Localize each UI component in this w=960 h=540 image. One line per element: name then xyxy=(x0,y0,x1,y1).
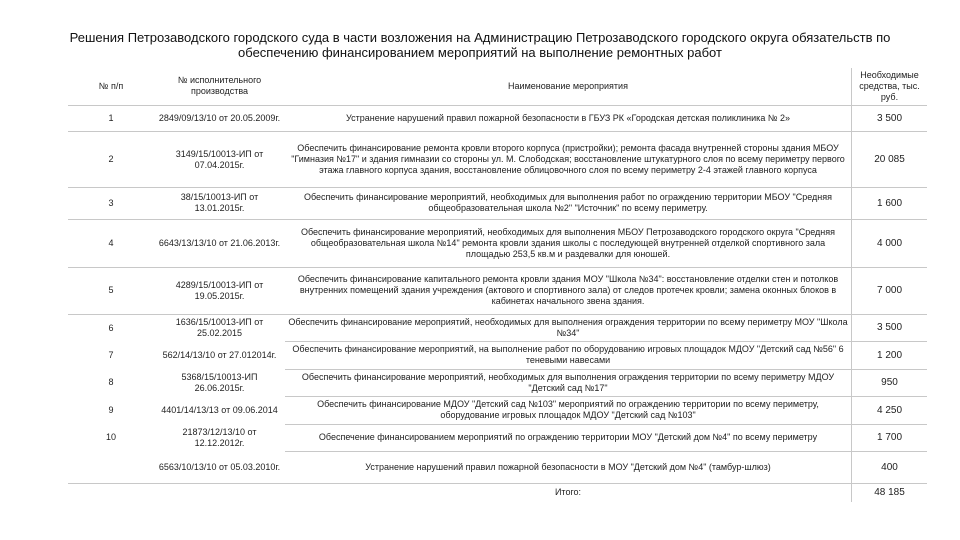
row-num: 10 xyxy=(105,432,116,443)
table-row xyxy=(68,424,927,452)
row-proceeding: 6643/13/13/10 от 21.06.2013г. xyxy=(154,219,285,267)
row-funds: 7 000 xyxy=(852,267,928,314)
row-num: 8 xyxy=(108,377,114,388)
row-num: 9 xyxy=(108,404,114,415)
row-proceeding: 4289/15/10013-ИП от 19.05.2015г. xyxy=(154,267,285,314)
row-name: Устранение нарушений правил пожарной безопасности в ГБУЗ РК «Городская детская поликлиника № 2» xyxy=(285,105,852,131)
row-proceeding: 21873/12/13/10 от 12.12.2012г. xyxy=(182,426,257,448)
table-row xyxy=(68,219,927,267)
total-label: Итого: xyxy=(285,483,852,502)
row-proceeding: 3149/15/10013-ИП от 07.04.2015г. xyxy=(154,132,285,188)
table-row xyxy=(68,188,927,220)
row-funds: 1 200 xyxy=(852,342,928,370)
row-funds: 4 000 xyxy=(852,219,928,267)
row-name: Обеспечение финансированием мероприятий по ограждению территории МОУ "Детский дом №4" по всему периметру xyxy=(285,424,852,452)
row-proceeding: 4401/14/13/13 от 09.06.2014 xyxy=(161,404,278,415)
row-name: Обеспечить финансирование мероприятий, на выполнение работ по оборудованию игровых площадок МДОУ "Детский сад №56" 6 теневыми навесами xyxy=(285,342,852,370)
row-num: 1 xyxy=(68,105,154,131)
table-row xyxy=(68,132,927,188)
table-row xyxy=(68,452,927,484)
header-name: Наименование мероприятия xyxy=(508,80,628,91)
header-funds: Необходимые средства, тыс. руб. xyxy=(852,68,928,105)
row-funds: 3 500 xyxy=(852,105,928,131)
row-proceeding: 5368/15/10013-ИП 26.06.2015г. xyxy=(181,371,258,393)
row-name: Устранение нарушений правил пожарной безопасности в МОУ "Детский дом №4" (тамбур-шлюз) xyxy=(285,452,852,484)
table-row xyxy=(68,369,927,397)
row-name: Обеспечить финансирование МДОУ "Детский сад №103" мероприятий по ограждению территории по всему периметру, оборудование игровых площадок МДОУ "Детский сад №103" xyxy=(285,397,852,425)
row-funds: 1 600 xyxy=(852,188,928,220)
row-funds: 1 700 xyxy=(852,424,928,452)
table-row xyxy=(68,267,927,314)
row-name: Обеспечить финансирование ремонта кровли второго корпуса (пристройки); ремонта фасада внутренней стороны здания МБОУ "Гимназия №17" и здания гимназии со стороны ул. М. Слободская; восстановление штукатурного слоя по всему периметру первого этажа главного корпуса здания, восстановление облицовочного слоя по всему периметру 2-4 этажей главного корпуса xyxy=(285,132,852,188)
row-name: Обеспечить финансирование мероприятий, необходимых для выполнения МБОУ Петрозаводского городского округа "Средняя общеобразовательная школа №14" ремонта кровли здания школы с последующей внутренней отделкой спортивного зала площадью 253,5 кв.м и раздевалки для юношей. xyxy=(285,219,852,267)
row-proceeding: 562/14/13/10 от 27.012014г. xyxy=(162,349,277,360)
total-value: 48 185 xyxy=(852,483,928,502)
table-header-row xyxy=(68,68,927,105)
row-num xyxy=(68,452,154,484)
row-num: 5 xyxy=(68,267,154,314)
row-num: 6 xyxy=(68,314,154,342)
row-num: 2 xyxy=(68,132,154,188)
header-num: № п/п xyxy=(98,80,124,91)
row-proceeding: 38/15/10013-ИП от 13.01.2015г. xyxy=(154,188,285,220)
page-title: Решения Петрозаводского городского суда в части возложения на Администрацию Петрозаводского городского округа обязательств по обеспечению финансированием мероприятий на выполнение ремонтных работ xyxy=(69,30,891,60)
row-funds: 20 085 xyxy=(852,132,928,188)
row-proceeding: 1636/15/10013-ИП от 25.02.2015 xyxy=(154,314,285,342)
table-row xyxy=(68,397,927,425)
header-proceeding: № исполнительного производства xyxy=(177,75,262,97)
table-row xyxy=(68,342,927,370)
total-row xyxy=(68,483,927,502)
row-funds: 400 xyxy=(852,452,928,484)
row-name: Обеспечить финансирование мероприятий, необходимых для выполнения ограждения территории по всему периметру МОУ "Школа №34" xyxy=(285,314,852,342)
table-row xyxy=(68,105,927,131)
row-funds: 4 250 xyxy=(852,397,928,425)
court-decisions-table xyxy=(68,68,927,502)
row-num: 3 xyxy=(68,188,154,220)
row-proceeding: 2849/09/13/10 от 20.05.2009г. xyxy=(154,105,285,131)
table-row xyxy=(68,314,927,342)
row-num: 7 xyxy=(108,349,114,360)
row-name: Обеспечить финансирование капитального ремонта кровли здания МОУ "Школа №34": восстановление отделки стен и потолков внутренних помещений здания учреждения (актового и спортивного зала) от следов протечек кровли; замена оконных блоков в кабинетах начального звена здания. xyxy=(285,267,852,314)
row-funds: 950 xyxy=(852,369,928,397)
row-name: Обеспечить финансирование мероприятий, необходимых для выполнения ограждения территории по всему периметру МДОУ "Детский сад №17" xyxy=(285,369,852,397)
row-num: 4 xyxy=(68,219,154,267)
row-proceeding: 6563/10/13/10 от 05.03.2010г. xyxy=(158,461,281,472)
row-name: Обеспечить финансирование мероприятий, необходимых для выполнения работ по ограждению территории МБОУ "Средняя общеобразовательная школа №2" "Источник" по всему периметру. xyxy=(285,188,852,220)
row-funds: 3 500 xyxy=(852,314,928,342)
